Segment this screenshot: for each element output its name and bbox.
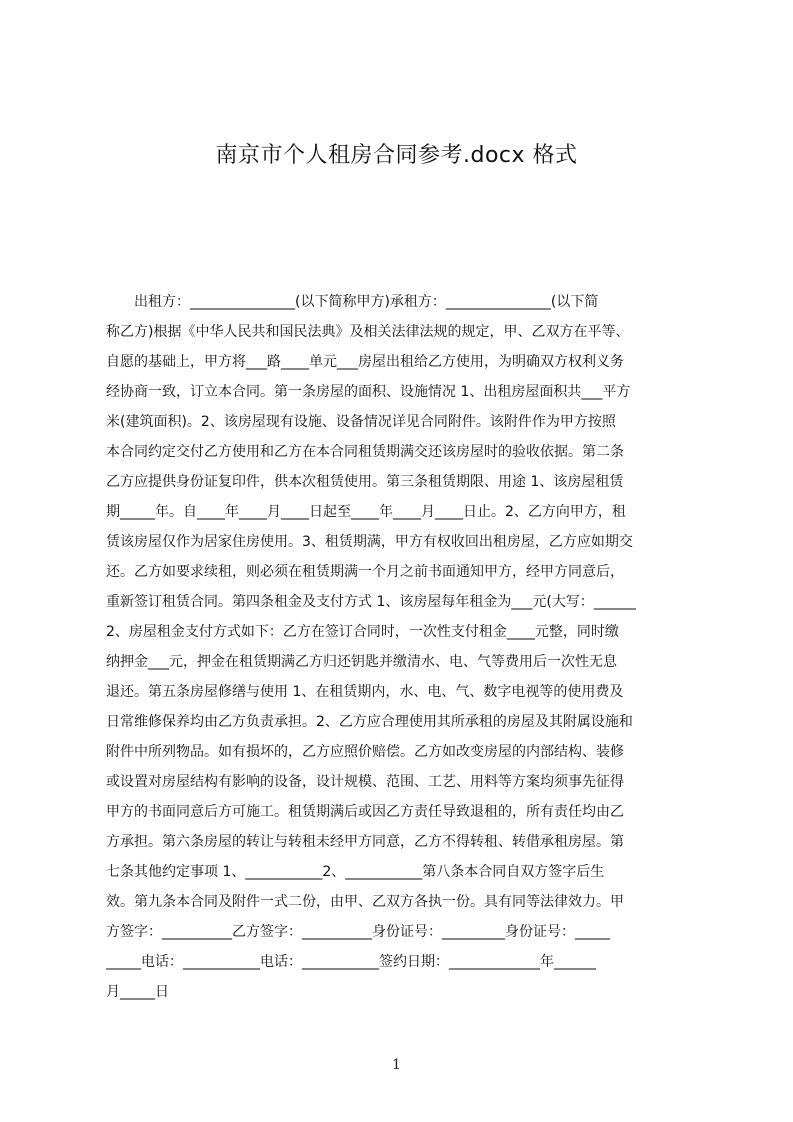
body-line: 纳押金___元，押金在租赁期满乙方归还钥匙并缴清水、电、气等费用后一次性无息 (106, 654, 617, 670)
body-line: 期_____年。自____年____月____日起至____年____月____日止。2、乙方向甲方，租 (106, 504, 626, 520)
body-line: 退还。第五条房屋修缮与使用 1、在租赁期内，水、电、气、数字电视等的使用费及 (106, 684, 624, 700)
body-line: 月_____日 (106, 984, 169, 1000)
body-line: 附件中所列物品。如有损坏的，乙方应照价赔偿。乙方如改变房屋的内部结构、装修 (106, 744, 624, 760)
body-line: 日常维修保养均由乙方负责承担。2、乙方应合理使用其所承租的房屋及其附属设施和 (106, 714, 633, 730)
document-title: 南京市个人租房合同参考.docx 格式 (215, 143, 578, 168)
body-line: 米(建筑面积)。2、该房屋现有设施、设备情况详见合同附件。该附件作为甲方按照 (106, 414, 616, 430)
document-body (106, 287, 698, 1007)
page-number: 1 (392, 1057, 401, 1073)
body-line: 称乙方)根据《中华人民共和国民法典》及相关法律法规的规定，甲、乙双方在平等、 (106, 324, 630, 340)
body-line: 乙方应提供身份证复印件，供本次租赁使用。第三条租赁期限、用途 1、该房屋租赁 (106, 474, 624, 490)
body-line: _____电话：___________电话：___________签约日期：_____________年______ (106, 954, 596, 970)
body-line: 自愿的基础上，甲方将___路____单元___房屋出租给乙方使用，为明确双方权利义务 (106, 354, 624, 370)
body-line: 2、房屋租金支付方式如下：乙方在签订合同时，一次性支付租金____元整，同时缴 (106, 624, 619, 640)
body-line: 效。第九条本合同及附件一式二份，由甲、乙双方各执一份。具有同等法律效力。甲 (106, 894, 624, 910)
body-line: 还。乙方如要求续租，则必须在租赁期满一个月之前书面通知甲方，经甲方同意后， (106, 564, 624, 580)
body-line: 赁该房屋仅作为居家住房使用。3、租赁期满，甲方有权收回出租房屋，乙方应如期交 (106, 534, 633, 550)
body-line: 出租方：_______________(以下简称甲方)承租方：_______________(以下简 (106, 294, 599, 310)
body-line: 经协商一致，订立本合同。第一条房屋的面积、设施情况 1、出租房屋面积共___平方 (106, 384, 631, 400)
body-line: 甲方的书面同意后方可施工。租赁期满后或因乙方责任导致退租的，所有责任均由乙 (106, 804, 624, 820)
body-line: 方承担。第六条房屋的转让与转租未经甲方同意，乙方不得转租、转借承租房屋。第 (106, 834, 624, 850)
body-line: 七条其他约定事项 1、___________2、___________第八条本合同自双方签字后生 (106, 864, 605, 880)
body-line: 重新签订租赁合同。第四条租金及支付方式 1、该房屋每年租金为___元(大写：______ (106, 594, 636, 610)
body-line: 本合同约定交付乙方使用和乙方在本合同租赁期满交还该房屋时的验收依据。第二条 (106, 444, 624, 460)
body-line: 方签字：__________乙方签字：__________身份证号：_________身份证号：_____ (106, 924, 610, 940)
body-line: 或设置对房屋结构有影响的设备，设计规模、范围、工艺、用料等方案均须事先征得 (106, 774, 624, 790)
